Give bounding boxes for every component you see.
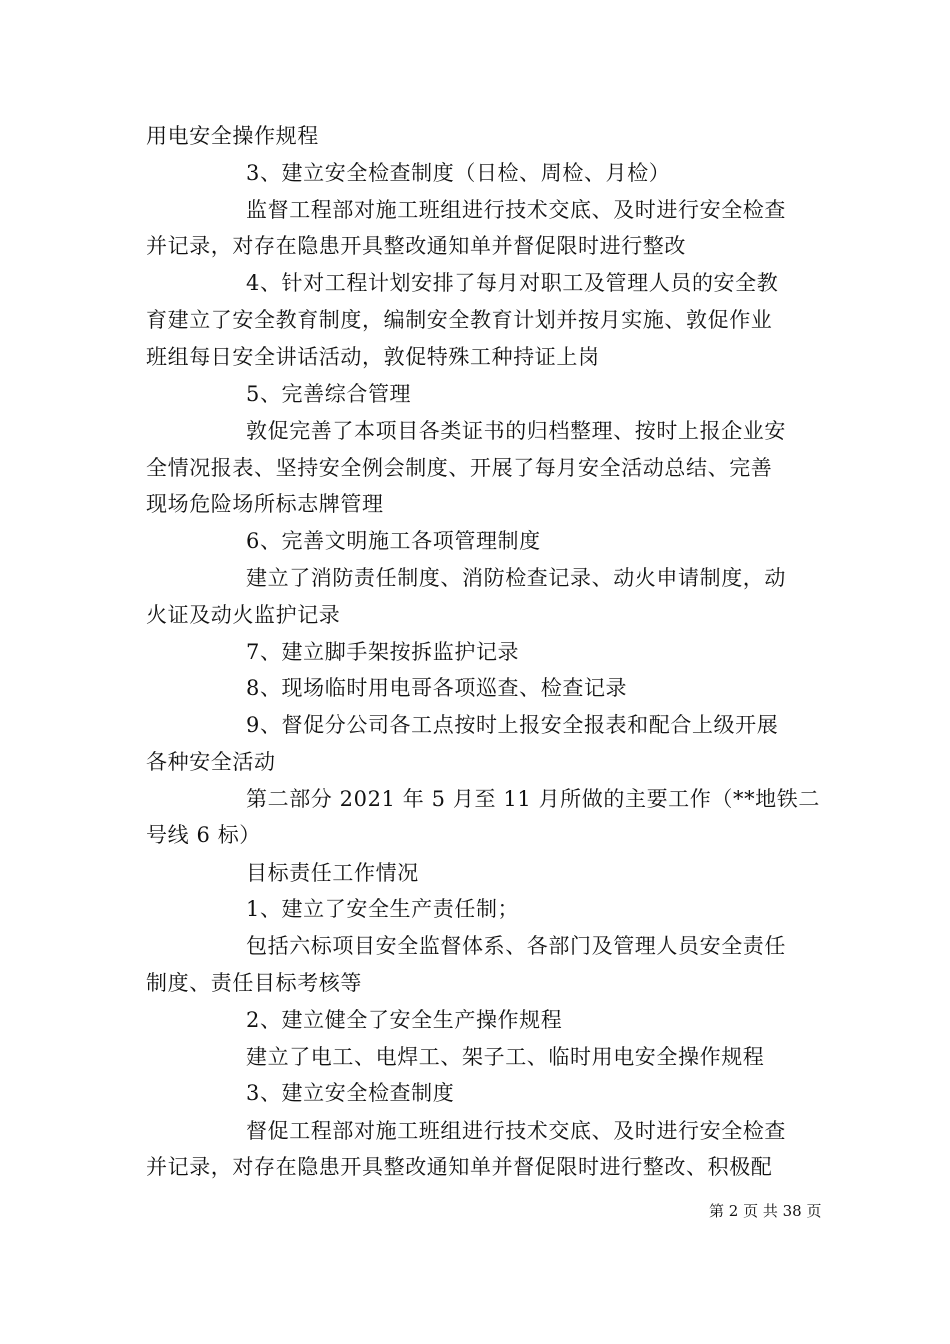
text-line: 全情况报表、坚持安全例会制度、开展了每月安全活动总结、完善 [146, 456, 773, 480]
text-line: 4、针对工程计划安排了每月对职工及管理人员的安全教 [246, 271, 779, 295]
text-line: 第二部分 2021 年 5 月至 11 月所做的主要工作（**地铁二 [246, 787, 820, 811]
text-line: 5、完善综合管理 [246, 382, 412, 406]
text-line: 建立了消防责任制度、消防检查记录、动火申请制度，动 [246, 566, 786, 590]
text-line: 并记录，对存在隐患开具整改通知单并督促限时进行整改 [146, 234, 686, 258]
text-line: 目标责任工作情况 [246, 861, 419, 885]
page-number-footer: 第 2 页 共 38 页 [709, 1202, 822, 1220]
text-line: 包括六标项目安全监督体系、各部门及管理人员安全责任 [246, 934, 786, 958]
text-line: 用电安全操作规程 [146, 124, 319, 148]
text-line: 育建立了安全教育制度，编制安全教育计划并按月实施、敦促作业 [146, 308, 773, 332]
text-line: 监督工程部对施工班组进行技术交底、及时进行安全检查 [246, 198, 786, 222]
text-line: 7、建立脚手架按拆监护记录 [246, 640, 520, 664]
text-line: 制度、责任目标考核等 [146, 971, 362, 995]
text-line: 8、现场临时用电哥各项巡查、检查记录 [246, 676, 628, 700]
text-line: 班组每日安全讲话活动，敦促特殊工种持证上岗 [146, 345, 600, 369]
text-line: 6、完善文明施工各项管理制度 [246, 529, 541, 553]
text-line: 敦促完善了本项目各类证书的归档整理、按时上报企业安 [246, 419, 786, 443]
text-line: 建立了电工、电焊工、架子工、临时用电安全操作规程 [246, 1045, 765, 1069]
text-line: 火证及动火监护记录 [146, 603, 341, 627]
text-line: 现场危险场所标志牌管理 [146, 492, 384, 516]
text-line: 各种安全活动 [146, 750, 276, 774]
text-line: 3、建立安全检查制度（日检、周检、月检） [246, 161, 671, 185]
text-line: 号线 6 标） [146, 823, 261, 847]
text-line: 9、督促分公司各工点按时上报安全报表和配合上级开展 [246, 713, 779, 737]
text-line: 并记录，对存在隐患开具整改通知单并督促限时进行整改、积极配 [146, 1155, 773, 1179]
text-line: 2、建立健全了安全生产操作规程 [246, 1008, 563, 1032]
text-line: 1、建立了安全生产责任制； [246, 897, 520, 921]
text-line: 3、建立安全检查制度 [246, 1081, 455, 1105]
text-line: 督促工程部对施工班组进行技术交底、及时进行安全检查 [246, 1119, 786, 1143]
